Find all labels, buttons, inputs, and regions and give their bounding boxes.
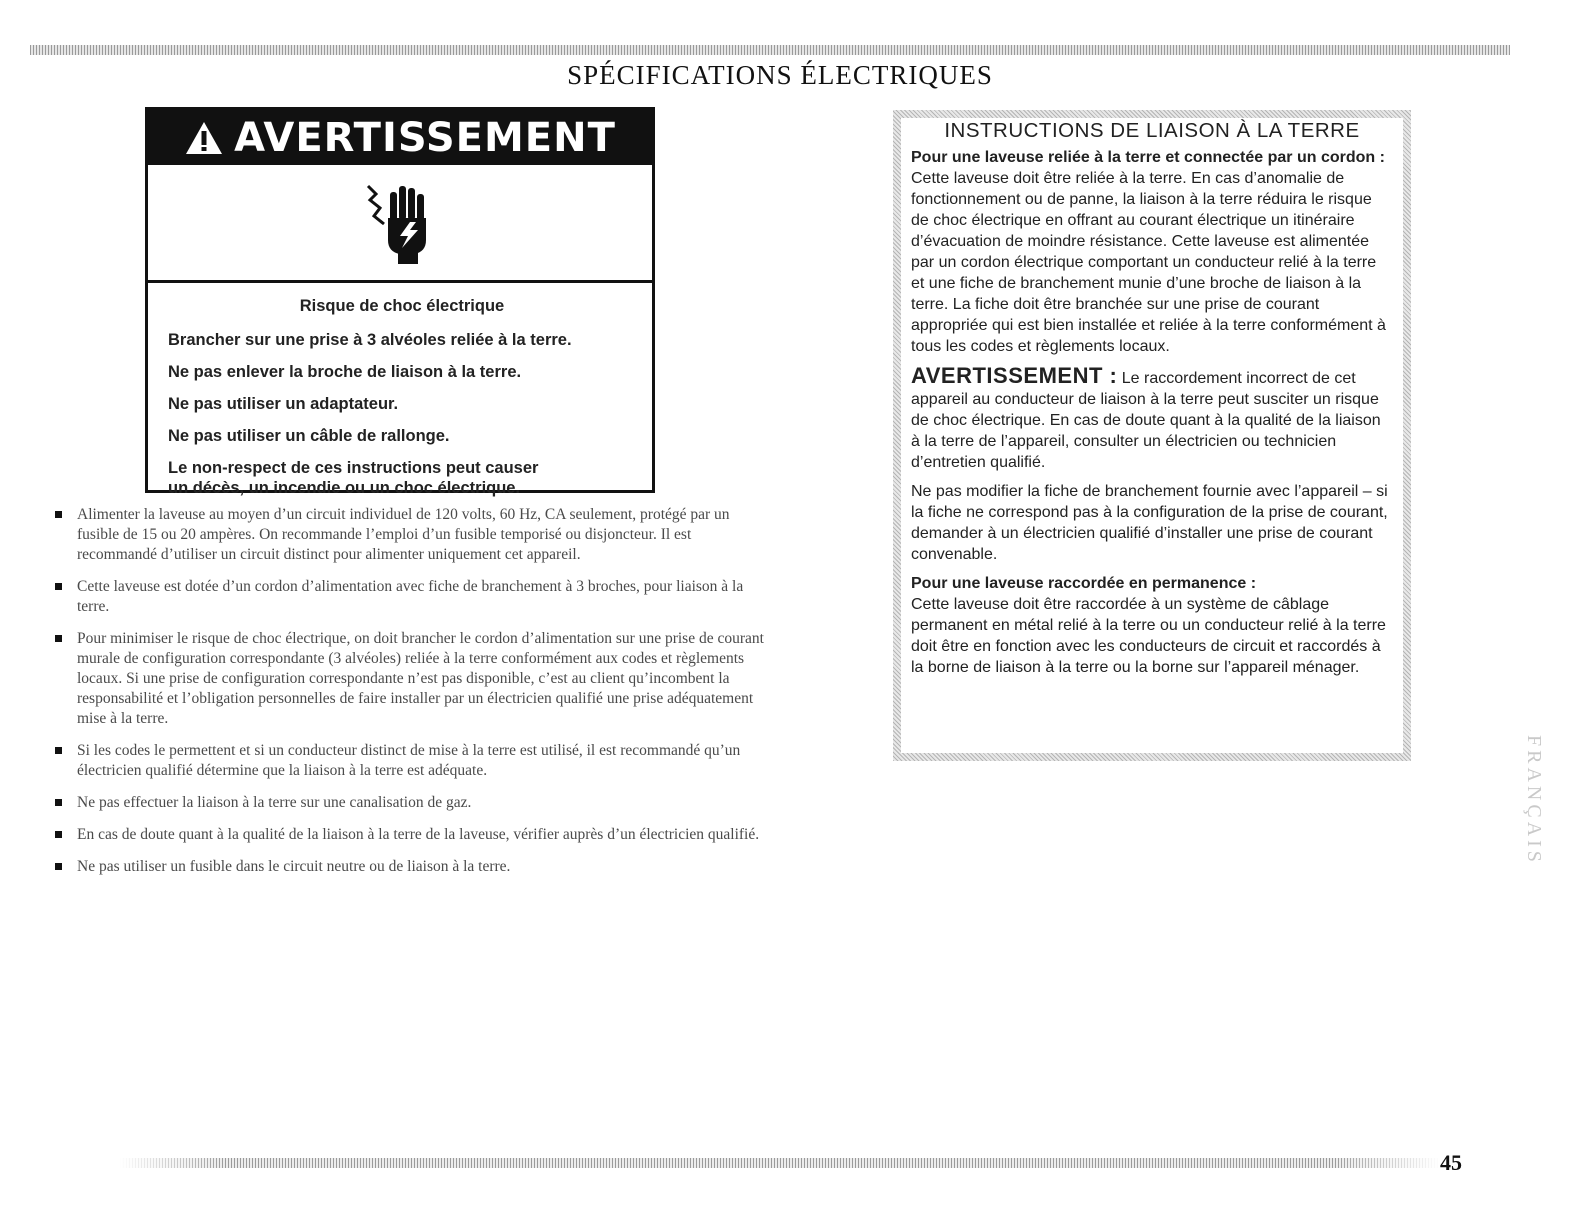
warning-icon-area (148, 165, 652, 283)
warning-consequence-line: un décès, un incendie ou un choc électrique. (168, 479, 521, 497)
warning-line: Ne pas utiliser un adaptateur. (168, 395, 399, 413)
grounding-warning-label: AVERTISSEMENT : (911, 363, 1118, 388)
warning-line: Ne pas utiliser un câble de rallonge. (168, 427, 450, 445)
grounding-warning (911, 365, 1393, 473)
list-item: Ne pas effectuer la liaison à la terre sur une canalisation de gaz. (55, 793, 765, 813)
list-item: En cas de doute quant à la qualité de la liaison à la terre de la laveuse, vérifier auprès d’un électricien qualifié. (55, 825, 765, 845)
list-item: Cette laveuse est dotée d’un cordon d’alimentation avec fiche de branchement à 3 broches, pour liaison à la terre. (55, 577, 765, 617)
warning-consequence (168, 458, 636, 498)
grounding-instructions-box (893, 110, 1411, 761)
warning-triangle-icon (184, 120, 224, 156)
bullet-list (55, 505, 765, 889)
corded-text: Cette laveuse doit être reliée à la terre. En cas d’anomalie de fonctionnement ou de panne, la liaison à la terre réduira le risque de choc électrique en offrant au courant électrique un itinéraire d’évacuation de moindre résistance. Cette laveuse est alimentée par un cordon électrique comportant un conducteur relié à la terre et une fiche de branchement munie d’une broche de liaison à la terre. La fiche doit être branchée sur une prise de courant appropriée qui est bien installée et reliée à la terre conformément à tous les codes et règlements locaux. (911, 170, 1386, 355)
electric-shock-hand-icon (360, 178, 440, 268)
permanent-text: Cette laveuse doit être raccordée à un système de câblage permanent en métal relié à la terre ou un conducteur relié à la terre doit être en fonction avec les conducteurs de circuit et raccordés à la borne de liaison à la terre ou la borne sur l’appareil ménager. (911, 596, 1386, 676)
side-language-label: FRANÇAIS (1523, 735, 1545, 866)
grounding-warning-text: Le raccordement incorrect de cet appareil au conducteur de liaison à la terre peut susciter un risque de choc électrique. En cas de doute quant à la qualité de la liaison à la terre de l’appareil, consulter un électricien ou technicien d’entretien qualifié. (911, 370, 1381, 471)
warning-consequence-line: Le non-respect de ces instructions peut causer (168, 459, 539, 477)
grounding-instructions-content (901, 118, 1403, 753)
page-number: 45 (1440, 1150, 1462, 1175)
warning-line: Brancher sur une prise à 3 alvéoles reliée à la terre. (168, 331, 572, 349)
page-title: SPÉCIFICATIONS ÉLECTRIQUES (567, 60, 993, 90)
list-item: Alimenter la laveuse au moyen d’un circuit individuel de 120 volts, 60 Hz, CA seulement, protégé par un fusible de 15 ou 20 ampères. On recommande l’emploi d’un fusible temporisé ou disjoncteur. Il est recommandé d’utiliser un circuit distinct pour alimenter uniquement cet appareil. (55, 505, 765, 565)
warning-body (148, 283, 652, 498)
warning-header (148, 110, 652, 165)
top-dotted-rule (30, 45, 1510, 55)
plug-text: Ne pas modifier la fiche de branchement fournie avec l’appareil – si la fiche ne correspond pas à la configuration de la prise de courant, demander à un électricien qualifié d’installer une prise de courant convenable. (911, 483, 1388, 563)
warning-risk: Risque de choc électrique (299, 297, 505, 315)
warning-box (145, 107, 655, 497)
permanent-heading: Pour une laveuse raccordée en permanence : (911, 575, 1257, 592)
bottom-dotted-rule (120, 1158, 1440, 1168)
list-item: Ne pas utiliser un fusible dans le circuit neutre ou de liaison à la terre. (55, 857, 765, 877)
warning-line: Ne pas enlever la broche de liaison à la terre. (168, 363, 522, 381)
list-item: Pour minimiser le risque de choc électrique, on doit brancher le cordon d’alimentation sur une prise de courant murale de configuration correspondante (3 alvéoles) reliée à la terre conformément aux codes et règlements locaux. Si une prise de configuration correspondante n’est pas disponible, c’est au client qu’incombent la responsabilité et l’obligation personnelles de faire installer par un électricien qualifié une prise adéquatement mise à la terre. (55, 629, 765, 729)
grounding-title: INSTRUCTIONS DE LIAISON À LA TERRE (944, 119, 1360, 142)
warning-header-text: AVERTISSEMENT (234, 114, 616, 161)
list-item: Si les codes le permettent et si un conducteur distinct de mise à la terre est utilisé, il est recommandé qu’un électricien qualifié détermine que la liaison à la terre est adéquate. (55, 741, 765, 781)
corded-heading: Pour une laveuse reliée à la terre et connectée par un cordon : (911, 149, 1385, 166)
